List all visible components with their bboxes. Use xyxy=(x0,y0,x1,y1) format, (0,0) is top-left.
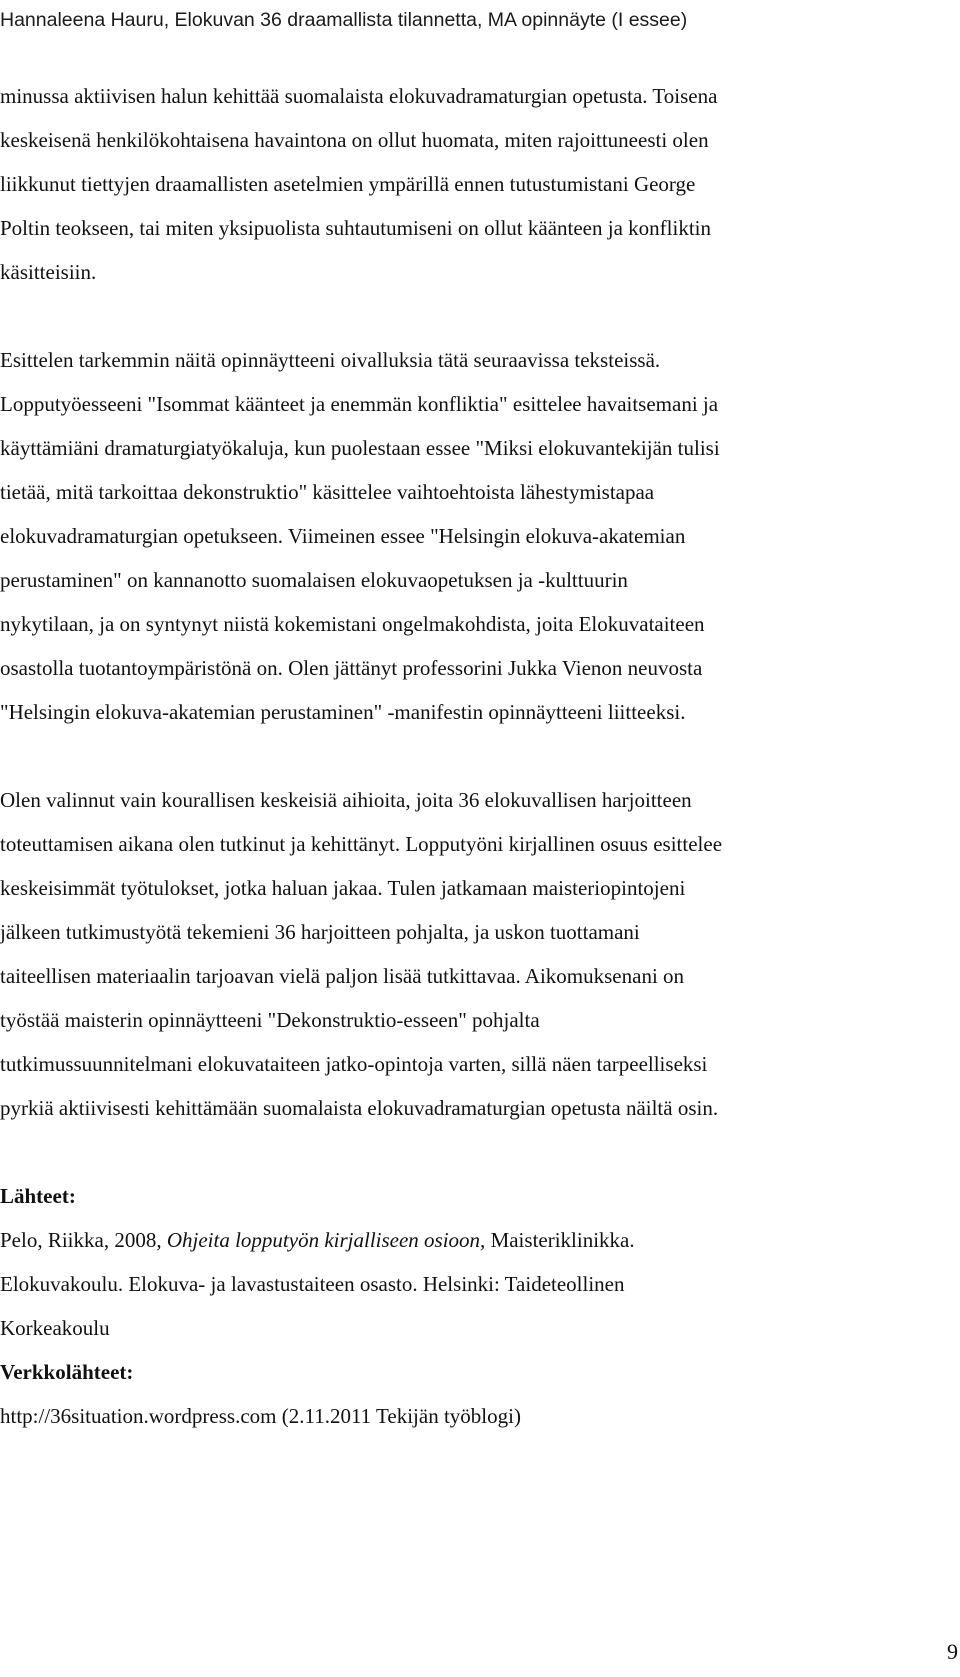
text-line: Lopputyöesseeni "Isommat käänteet ja enemmän konfliktia" esittelee havaitsemani ja xyxy=(0,392,719,416)
paragraph xyxy=(0,338,940,734)
paragraph xyxy=(0,778,940,1130)
text-line: tutkimussuunnitelmani elokuvataiteen jatko-opintoja varten, sillä näen tarpeelliseksi xyxy=(0,1052,708,1076)
text-line: elokuvadramaturgian opetukseen. Viimeinen essee "Helsingin elokuva-akatemian xyxy=(0,524,686,548)
text-line: perustaminen" on kannanotto suomalaisen elokuvaopetuksen ja -kulttuurin xyxy=(0,568,628,592)
text-line: nykytilaan, ja on syntynyt niistä kokemistani ongelmakohdista, joita Elokuvataiteen xyxy=(0,612,705,636)
text-line: jälkeen tutkimustyötä tekemieni 36 harjoitteen pohjalta, ja uskon tuottamani xyxy=(0,920,640,944)
page-number: 9 xyxy=(947,1639,958,1664)
text-line: keskeisimmät työtulokset, jotka haluan jakaa. Tulen jatkamaan maisteriopintojeni xyxy=(0,876,686,900)
paragraph-spacer xyxy=(0,294,940,338)
reference-line: Korkeakoulu xyxy=(0,1316,110,1340)
text-line: käyttämiäni dramaturgiatyökaluja, kun puolestaan essee "Miksi elokuvantekijän tulisi xyxy=(0,436,720,460)
text-line: tietää, mitä tarkoittaa dekonstruktio" käsittelee vaihtoehtoista lähestymistapaa xyxy=(0,480,655,504)
text-line: toteuttamisen aikana olen tutkinut ja kehittänyt. Lopputyöni kirjallinen osuus esittelee xyxy=(0,832,723,856)
reference-title: Ohjeita lopputyön kirjalliseen osioon, xyxy=(166,1228,486,1252)
reference-line: Elokuvakoulu. Elokuva- ja lavastustaiteen osasto. Helsinki: Taideteollinen xyxy=(0,1272,625,1296)
body-text xyxy=(0,74,940,1438)
paragraph-spacer xyxy=(0,1130,940,1174)
paragraph xyxy=(0,74,940,294)
reference-author: Pelo, Riikka, 2008, xyxy=(0,1228,167,1252)
text-line: taiteellisen materiaalin tarjoavan vielä paljon lisää tutkittavaa. Aikomuksenani on xyxy=(0,964,685,988)
text-line: Poltin teokseen, tai miten yksipuolista suhtautumiseni on ollut käänteen ja konfliktin xyxy=(0,216,711,240)
text-line: osastolla tuotantoympäristönä on. Olen jättänyt professorini Jukka Vienon neuvosta xyxy=(0,656,703,680)
reference-line xyxy=(0,1218,940,1262)
text-line: työstää maisterin opinnäytteeni "Dekonstruktio-esseen" pohjalta xyxy=(0,1008,540,1032)
text-line: keskeisenä henkilökohtaisena havaintona on ollut huomata, miten rajoittuneesti olen xyxy=(0,128,709,152)
text-line: minussa aktiivisen halun kehittää suomalaista elokuvadramaturgian opetusta. Toisena xyxy=(0,84,718,108)
running-header: Hannaleena Hauru, Elokuvan 36 draamallista tilannetta, MA opinnäyte (I essee) xyxy=(0,9,688,31)
sources-heading: Lähteet: xyxy=(0,1184,76,1208)
text-line: pyrkiä aktiivisesti kehittämään suomalaista elokuvadramaturgian opetusta näiltä osin. xyxy=(0,1096,719,1120)
web-source-entry: http://36situation.wordpress.com (2.11.2011 Tekijän työblogi) xyxy=(0,1404,521,1428)
text-line: liikkunut tiettyjen draamallisten asetelmien ympärillä ennen tutustumistani George xyxy=(0,172,696,196)
web-sources-heading: Verkkolähteet: xyxy=(0,1360,134,1384)
text-line: Olen valinnut vain kourallisen keskeisiä aihioita, joita 36 elokuvallisen harjoitteen xyxy=(0,788,692,812)
text-line: Esittelen tarkemmin näitä opinnäytteeni oivalluksia tätä seuraavissa teksteissä. xyxy=(0,348,661,372)
reference-publisher: Maisteriklinikka. xyxy=(485,1228,635,1252)
paragraph-spacer xyxy=(0,734,940,778)
text-line: "Helsingin elokuva-akatemian perustaminen" -manifestin opinnäytteeni liitteeksi. xyxy=(0,700,686,724)
text-line: käsitteisiin. xyxy=(0,260,97,284)
